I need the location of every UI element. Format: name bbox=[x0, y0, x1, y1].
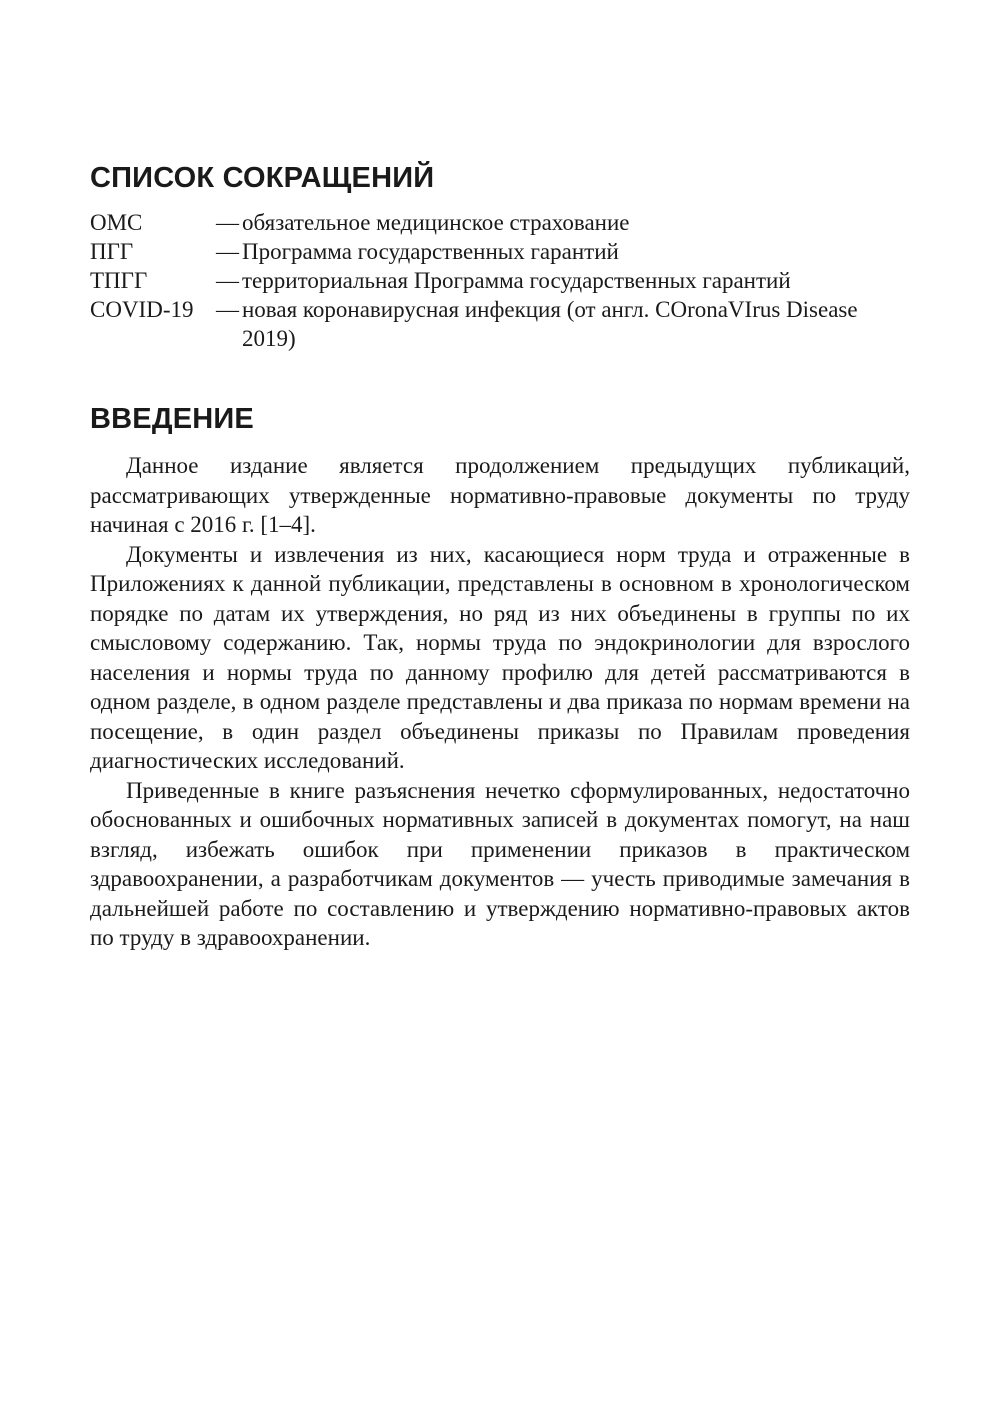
abbreviation-row bbox=[90, 295, 910, 353]
abbreviation-definition: территориальная Программа государственных гарантий bbox=[242, 268, 791, 293]
abbreviation-dash: — bbox=[216, 210, 239, 235]
abbreviation-term: ТПГГ bbox=[90, 268, 148, 293]
introduction-paragraph: Приведенные в книге разъяснения нечетко сформулированных, недостаточно обоснованных и ошибочных нормативных записей в документах помогут, на наш взгляд, избежать ошибок при применении приказов в практическом здравоохранении, а разработчикам документов — учесть приводимые замечания в дальнейшей работе по составлению и утверждению нормативно-правовых актов по труду в здравоохранении. bbox=[90, 777, 910, 950]
introduction-heading: ВВЕДЕНИЕ bbox=[90, 403, 254, 435]
abbreviation-row bbox=[90, 237, 910, 266]
abbreviation-row bbox=[90, 266, 910, 295]
abbreviation-term: ОМС bbox=[90, 210, 143, 235]
abbreviation-definition: Программа государственных гарантий bbox=[242, 239, 619, 264]
abbreviation-definition: новая коронавирусная инфекция (от англ. COronaVIrus Disease 2019) bbox=[242, 297, 858, 351]
abbreviations-list bbox=[90, 208, 910, 353]
abbreviations-heading: СПИСОК СОКРАЩЕНИЙ bbox=[90, 162, 435, 194]
introduction-paragraph: Документы и извлечения из них, касающиеся норм труда и отраженные в Приложениях к данной публикации, представлены в основном в хронологическом порядке по датам их утверждения, но ряд из них объединены в группы по их смысловому содержанию. Так, нормы труда по эндокринологии для взрослого населения и нормы труда по данному профилю для детей рассматриваются в одном разделе, в одном разделе представлены и два приказа по нормам времени на посещение, в один раздел объединены приказы по Правилам проведения диагностических исследований. bbox=[90, 541, 910, 773]
introduction-body bbox=[90, 451, 910, 953]
abbreviation-dash: — bbox=[216, 268, 239, 293]
abbreviation-dash: — bbox=[216, 297, 239, 322]
abbreviation-dash: — bbox=[216, 239, 239, 264]
abbreviation-row bbox=[90, 208, 910, 237]
abbreviation-definition: обязательное медицинское страхование bbox=[242, 210, 630, 235]
introduction-paragraph: Данное издание является продолжением предыдущих публикаций, рассматривающих утвержденные нормативно-правовые документы по труду начиная с 2016 г. [1–4]. bbox=[90, 453, 910, 537]
abbreviation-term: ПГГ bbox=[90, 239, 134, 264]
abbreviation-term: COVID-19 bbox=[90, 297, 194, 322]
